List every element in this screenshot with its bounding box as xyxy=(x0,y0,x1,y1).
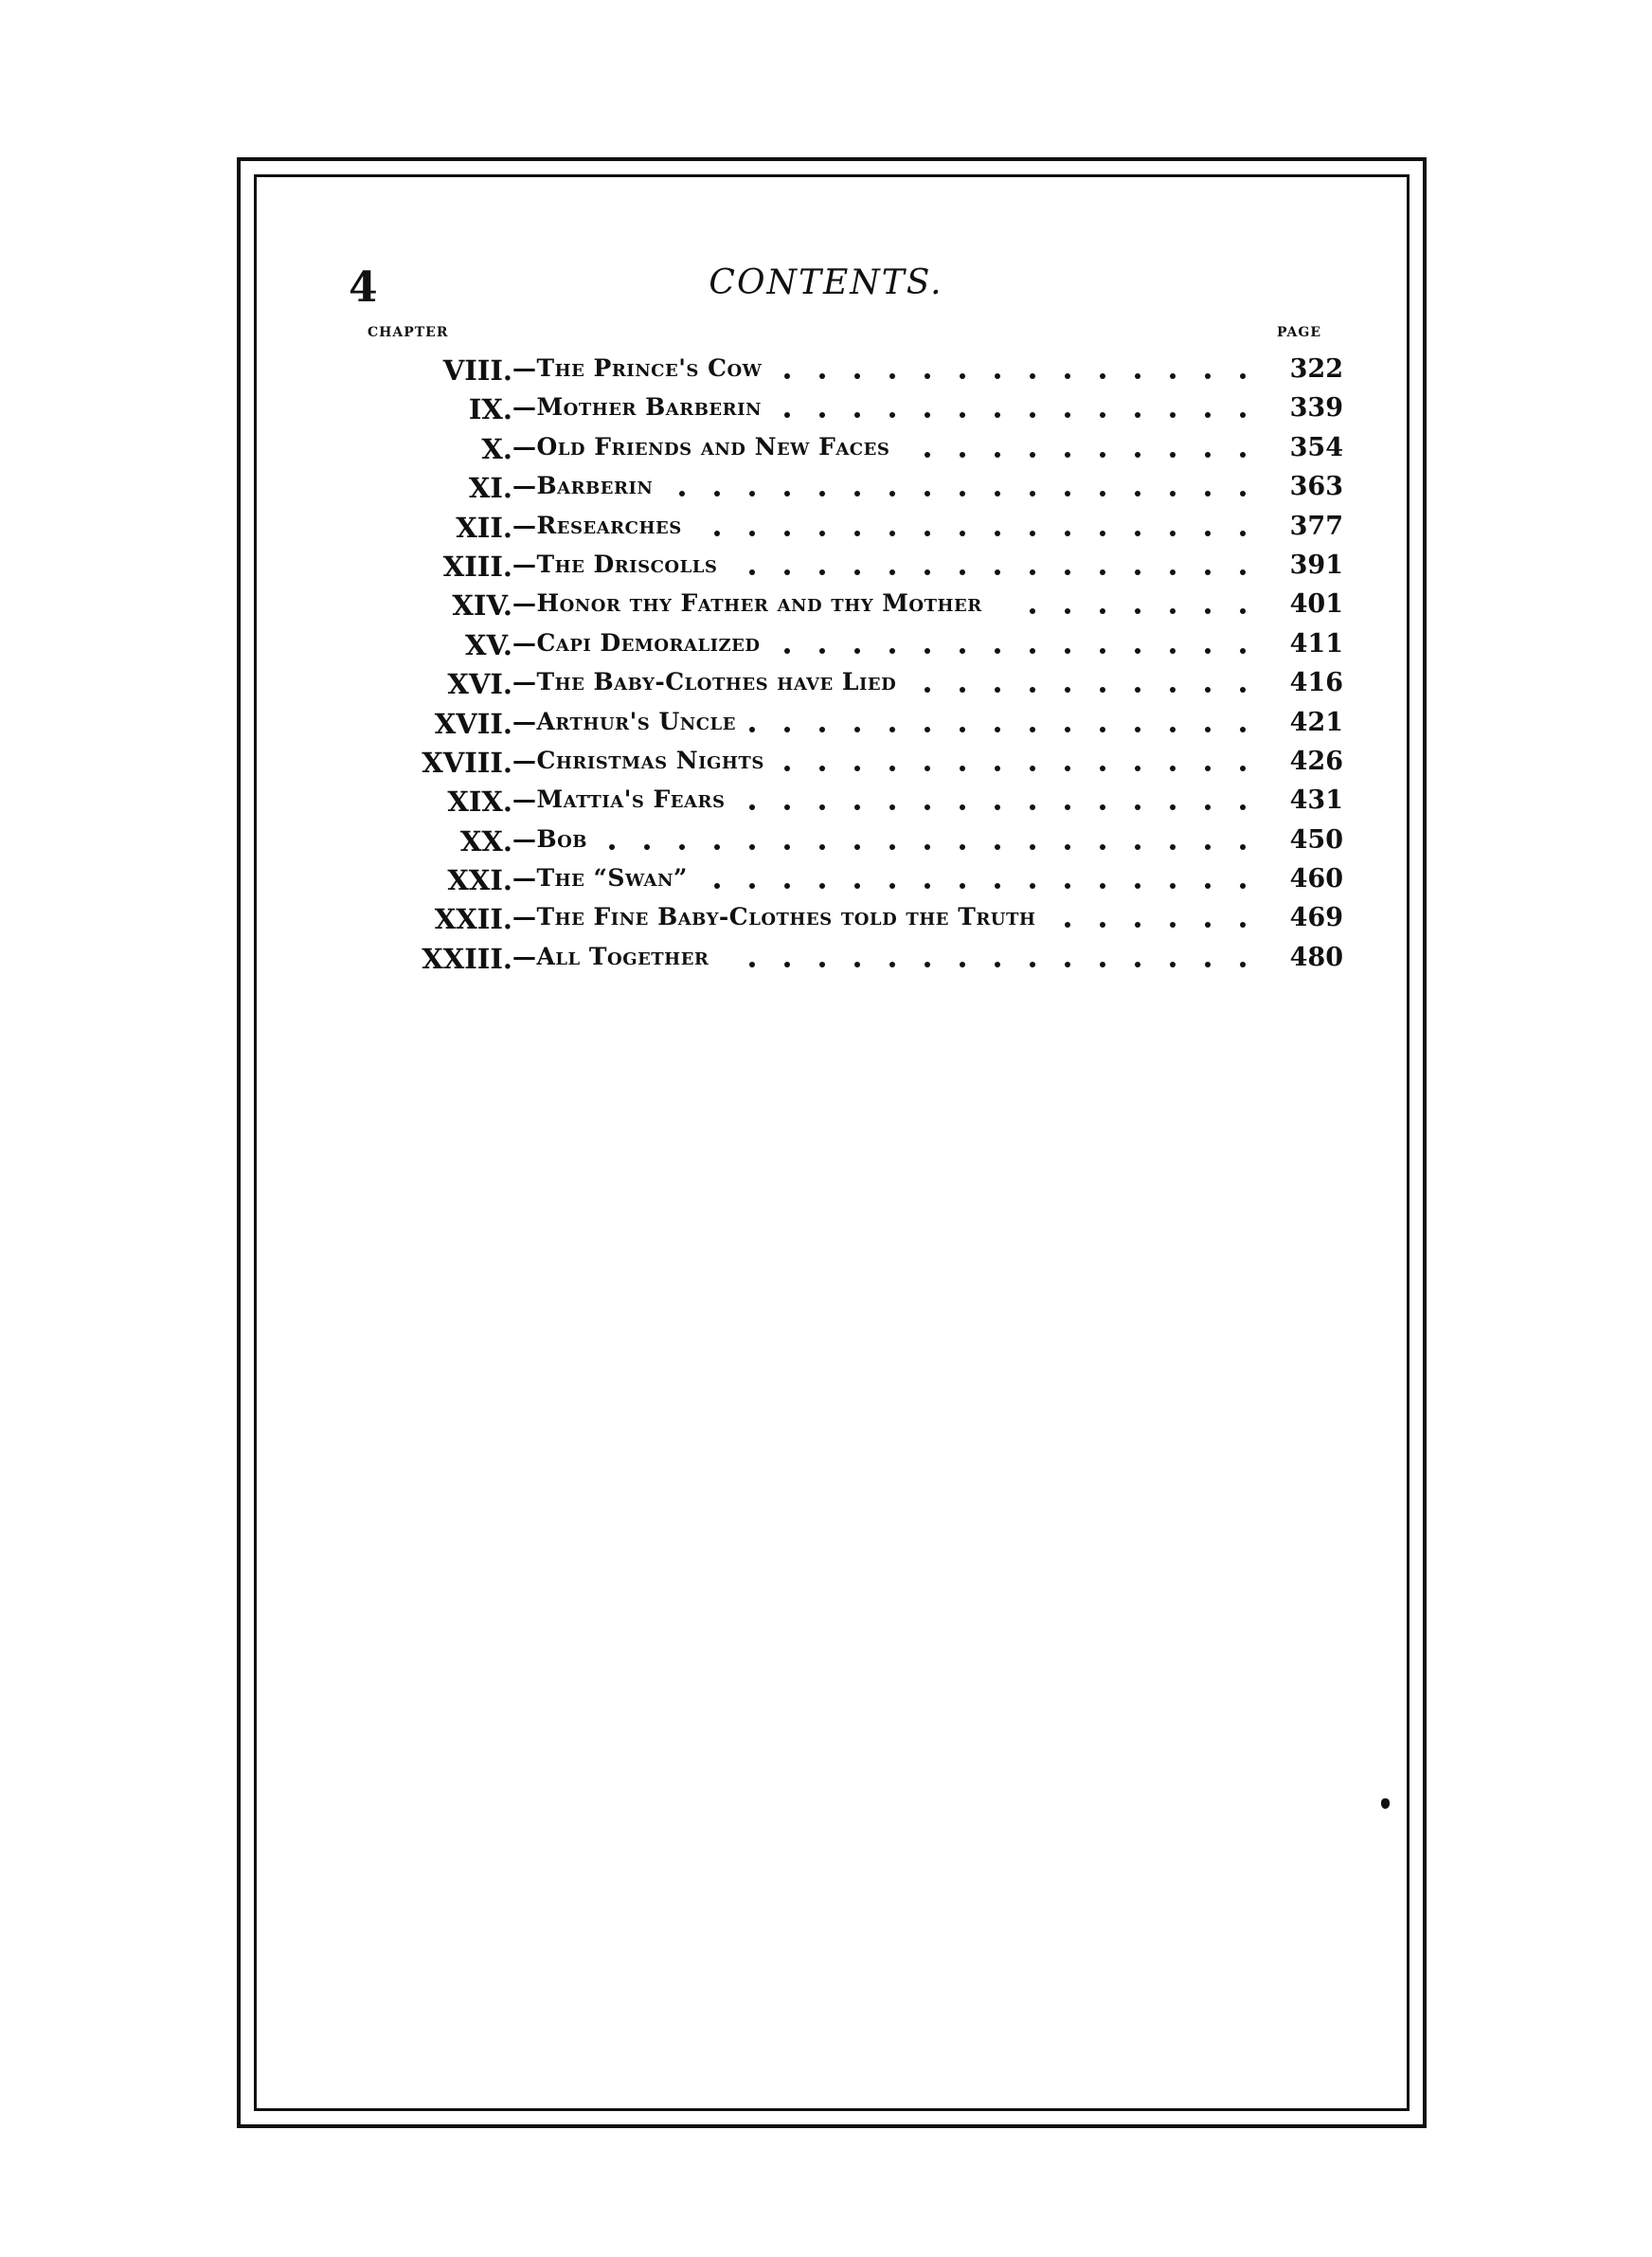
contents-entry xyxy=(341,745,1343,784)
leader-dot xyxy=(1030,569,1035,575)
leader-dot xyxy=(995,727,1000,732)
chapter-title: —The “Swan” xyxy=(512,864,688,893)
leader-dot xyxy=(854,844,860,850)
leader-dot xyxy=(960,569,965,575)
leader-dot xyxy=(1100,373,1105,379)
chapter-number: XV. xyxy=(464,628,512,661)
leader-dot xyxy=(749,962,755,967)
leader-dot xyxy=(1065,922,1070,928)
leader-dot xyxy=(1030,373,1035,379)
leader-dot xyxy=(1100,648,1105,654)
leader-dot xyxy=(1065,648,1070,654)
leader-dot xyxy=(784,412,790,418)
leader-dot xyxy=(995,766,1000,771)
chapter-number: XIX. xyxy=(447,785,512,819)
contents-entry xyxy=(341,784,1343,822)
leader-dot xyxy=(1205,373,1211,379)
leader-dot xyxy=(889,962,895,967)
leader-dot xyxy=(1240,727,1246,732)
leader-dot xyxy=(1030,648,1035,654)
leader-dot xyxy=(819,569,825,575)
leader-dot xyxy=(889,883,895,889)
chapter-title: —All Together xyxy=(512,942,709,970)
leader-dot xyxy=(1135,804,1140,810)
leader-dot xyxy=(1135,373,1140,379)
chapter-number: XII. xyxy=(456,511,512,544)
leader-dot xyxy=(1100,804,1105,810)
leader-dot xyxy=(784,373,790,379)
leader-dot xyxy=(1205,883,1211,889)
leader-dot xyxy=(995,962,1000,967)
leader-dot xyxy=(960,687,965,693)
leader-dot xyxy=(1170,569,1176,575)
leader-dot xyxy=(889,569,895,575)
leader-dot xyxy=(784,648,790,654)
leader-dot xyxy=(854,373,860,379)
leader-dot xyxy=(1205,452,1211,458)
leader-dot xyxy=(714,883,720,889)
chapter-title: —Researches xyxy=(512,511,682,539)
leader-dot xyxy=(784,727,790,732)
leader-dot xyxy=(854,962,860,967)
contents-entry xyxy=(341,391,1343,430)
leader-dot xyxy=(1135,962,1140,967)
leader-dot xyxy=(960,452,965,458)
leader-dot xyxy=(854,569,860,575)
leader-dot xyxy=(749,844,755,850)
leader-dot xyxy=(1100,412,1105,418)
chapter-column-heading: CHAPTER xyxy=(368,325,449,340)
leader-dot xyxy=(1135,531,1140,536)
leader-dot xyxy=(1240,962,1246,967)
leader-dot xyxy=(889,648,895,654)
leader-dot xyxy=(995,687,1000,693)
leader-dot xyxy=(1100,962,1105,967)
chapter-number: XI. xyxy=(468,472,512,505)
page-ref: 431 xyxy=(1289,785,1343,816)
leader-dot xyxy=(1240,648,1246,654)
leader-dot xyxy=(1170,452,1176,458)
leader-dot xyxy=(925,766,930,771)
leader-dot xyxy=(1030,491,1035,497)
chapter-number: XIV. xyxy=(452,589,512,623)
leader-dot xyxy=(1065,766,1070,771)
leader-dot xyxy=(1100,687,1105,693)
leader-dot xyxy=(889,531,895,536)
leader-dot xyxy=(1065,452,1070,458)
leader-dot xyxy=(925,412,930,418)
leader-dot xyxy=(1065,569,1070,575)
leader-dot xyxy=(960,648,965,654)
leader-dot xyxy=(854,648,860,654)
contents-entry xyxy=(341,627,1343,666)
print-speck xyxy=(1381,1798,1390,1809)
leader-dot xyxy=(1205,412,1211,418)
leader-dot xyxy=(995,569,1000,575)
leader-dot xyxy=(995,531,1000,536)
leader-dot xyxy=(1240,766,1246,771)
leader-dot xyxy=(784,491,790,497)
contents-entry xyxy=(341,510,1343,549)
chapter-title: —Mother Barberin xyxy=(512,393,762,422)
leader-dot xyxy=(1030,804,1035,810)
leader-dot xyxy=(1170,883,1176,889)
leader-dot xyxy=(1135,766,1140,771)
leader-dot xyxy=(1135,569,1140,575)
leader-dot xyxy=(1100,491,1105,497)
page-ref: 480 xyxy=(1289,942,1343,972)
leader-dot xyxy=(995,844,1000,850)
leader-dot xyxy=(1135,844,1140,850)
leader-dot xyxy=(784,883,790,889)
leader-dot xyxy=(960,531,965,536)
leader-dot xyxy=(1240,844,1246,850)
leader-dot xyxy=(1170,491,1176,497)
leader-dot xyxy=(1170,962,1176,967)
chapter-title: —The Baby-Clothes have Lied xyxy=(512,668,897,696)
leader-dot xyxy=(714,531,720,536)
leader-dot xyxy=(889,491,895,497)
leader-dot xyxy=(1205,569,1211,575)
leader-dot xyxy=(1100,608,1105,614)
leader-dot xyxy=(854,491,860,497)
leader-dot xyxy=(1030,608,1035,614)
leader-dot xyxy=(1170,766,1176,771)
leader-dot xyxy=(854,727,860,732)
leader-dot xyxy=(1065,962,1070,967)
leader-dot xyxy=(960,727,965,732)
leader-dot xyxy=(1065,491,1070,497)
leader-dot xyxy=(1240,804,1246,810)
leader-dot xyxy=(1135,452,1140,458)
leader-dot xyxy=(1205,804,1211,810)
leader-dot xyxy=(1065,804,1070,810)
leader-dot xyxy=(1205,608,1211,614)
leader-dot xyxy=(1240,412,1246,418)
leader-dot xyxy=(1100,766,1105,771)
leader-dot xyxy=(1170,608,1176,614)
leader-dot xyxy=(960,412,965,418)
leader-dot xyxy=(1205,962,1211,967)
page-ref: 377 xyxy=(1289,511,1343,541)
leader-dot xyxy=(1065,608,1070,614)
contents-entry xyxy=(341,706,1343,745)
contents-list xyxy=(341,352,1343,980)
leader-dot xyxy=(1030,687,1035,693)
leader-dot xyxy=(1065,883,1070,889)
chapter-number: XX. xyxy=(459,824,512,858)
chapter-number: XXIII. xyxy=(422,942,512,975)
leader-dot xyxy=(1030,883,1035,889)
leader-dot xyxy=(819,531,825,536)
leader-dot xyxy=(1100,922,1105,928)
leader-dot xyxy=(1100,452,1105,458)
chapter-number: XVI. xyxy=(447,668,512,701)
chapter-title: —The Prince's Cow xyxy=(512,354,763,382)
leader-dot xyxy=(1135,883,1140,889)
leader-dot xyxy=(1065,531,1070,536)
leader-dot xyxy=(1170,373,1176,379)
leader-dot xyxy=(819,412,825,418)
leader-dot xyxy=(819,844,825,850)
contents-entry xyxy=(341,901,1343,940)
leader-dot xyxy=(1205,687,1211,693)
leader-dot xyxy=(784,962,790,967)
leader-dot xyxy=(925,569,930,575)
leader-dot xyxy=(679,844,685,850)
leader-dot xyxy=(1100,883,1105,889)
chapter-title: —Honor thy Father and thy Mother xyxy=(512,589,982,618)
leader-dot xyxy=(1065,727,1070,732)
leader-dot xyxy=(819,491,825,497)
leader-dot xyxy=(784,569,790,575)
leader-dot xyxy=(749,491,755,497)
leader-dot xyxy=(1240,531,1246,536)
leader-dot xyxy=(784,766,790,771)
leader-dot xyxy=(1205,766,1211,771)
leader-dot xyxy=(925,962,930,967)
leader-dot xyxy=(714,844,720,850)
leader-dot xyxy=(925,727,930,732)
leader-dot xyxy=(1135,648,1140,654)
leader-dot xyxy=(1135,412,1140,418)
leader-dot xyxy=(1240,922,1246,928)
leader-dot xyxy=(925,844,930,850)
leader-dot xyxy=(995,373,1000,379)
page-ref: 460 xyxy=(1289,864,1343,894)
leader-dot xyxy=(1030,766,1035,771)
page-ref: 322 xyxy=(1289,354,1343,384)
page-ref: 339 xyxy=(1289,393,1343,424)
leader-dot xyxy=(1170,844,1176,850)
chapter-title: —Bob xyxy=(512,824,588,853)
leader-dot xyxy=(889,412,895,418)
leader-dot xyxy=(960,844,965,850)
leader-dot xyxy=(1135,922,1140,928)
contents-entry xyxy=(341,823,1343,862)
leader-dot xyxy=(1205,727,1211,732)
leader-dot xyxy=(1135,687,1140,693)
leader-dot xyxy=(854,766,860,771)
chapter-number: VIII. xyxy=(442,354,512,387)
leader-dot xyxy=(1100,727,1105,732)
chapter-title: —The Driscolls xyxy=(512,550,718,578)
leader-dot xyxy=(749,569,755,575)
leader-dot xyxy=(960,373,965,379)
leader-dot xyxy=(1030,727,1035,732)
leader-dot xyxy=(1030,962,1035,967)
chapter-number: IX. xyxy=(468,393,512,426)
leader-dot xyxy=(714,491,720,497)
leader-dot xyxy=(1065,687,1070,693)
leader-dot xyxy=(749,804,755,810)
leader-dot xyxy=(925,373,930,379)
leader-dot xyxy=(1135,608,1140,614)
leader-dot xyxy=(819,804,825,810)
leader-dot xyxy=(749,883,755,889)
leader-dot xyxy=(644,844,650,850)
leader-dot xyxy=(1065,412,1070,418)
page-ref: 391 xyxy=(1289,550,1343,580)
leader-dot xyxy=(925,648,930,654)
leader-dot xyxy=(1205,531,1211,536)
leader-dot xyxy=(1100,531,1105,536)
leader-dot xyxy=(1135,491,1140,497)
leader-dot xyxy=(1065,844,1070,850)
leader-dot xyxy=(1135,727,1140,732)
leader-dot xyxy=(960,491,965,497)
leader-dot xyxy=(1170,412,1176,418)
leader-dot xyxy=(995,648,1000,654)
leader-dot xyxy=(925,531,930,536)
contents-entry xyxy=(341,352,1343,391)
leader-dot xyxy=(925,883,930,889)
chapter-title: —Capi Demoralized xyxy=(512,628,761,657)
contents-entry xyxy=(341,431,1343,470)
chapter-title: —Old Friends and New Faces xyxy=(512,432,890,460)
leader-dot xyxy=(1170,648,1176,654)
chapter-title: —Arthur's Uncle xyxy=(512,707,736,735)
leader-dot xyxy=(925,452,930,458)
leader-dot xyxy=(819,373,825,379)
leader-dot xyxy=(819,766,825,771)
leader-dot xyxy=(854,531,860,536)
leader-dot xyxy=(854,804,860,810)
leader-dot xyxy=(889,804,895,810)
chapter-number: XVIII. xyxy=(422,746,512,779)
leader-dot xyxy=(1170,531,1176,536)
leader-dot xyxy=(784,844,790,850)
contents-entry xyxy=(341,587,1343,626)
leader-dot xyxy=(1170,727,1176,732)
leader-dot xyxy=(1205,844,1211,850)
contents-entry xyxy=(341,941,1343,980)
leader-dot xyxy=(679,491,685,497)
page-ref: 450 xyxy=(1289,824,1343,855)
leader-dot xyxy=(925,804,930,810)
leader-dot xyxy=(1065,373,1070,379)
leader-dot xyxy=(1170,804,1176,810)
leader-dot xyxy=(819,727,825,732)
leader-dot xyxy=(1030,844,1035,850)
leader-dot xyxy=(995,804,1000,810)
leader-dot xyxy=(995,452,1000,458)
leader-dot xyxy=(1240,608,1246,614)
leader-dot xyxy=(854,412,860,418)
chapter-title: —The Fine Baby-Clothes told the Truth xyxy=(512,903,1036,931)
leader-dot xyxy=(995,491,1000,497)
leader-dot xyxy=(1205,491,1211,497)
leader-dot xyxy=(995,883,1000,889)
leader-dot xyxy=(784,804,790,810)
leader-dot xyxy=(889,844,895,850)
leader-dot xyxy=(749,727,755,732)
leader-dot xyxy=(1030,412,1035,418)
leader-dot xyxy=(1170,922,1176,928)
page-ref: 354 xyxy=(1289,432,1343,462)
leader-dot xyxy=(1240,569,1246,575)
page-ref: 416 xyxy=(1289,668,1343,698)
leader-dot xyxy=(854,883,860,889)
running-title: CONTENTS. xyxy=(709,263,943,302)
page-ref: 401 xyxy=(1289,589,1343,620)
leader-dot xyxy=(819,648,825,654)
leader-dot xyxy=(819,962,825,967)
leader-dot xyxy=(960,962,965,967)
chapter-number: X. xyxy=(481,432,512,465)
page-ref: 363 xyxy=(1289,472,1343,502)
chapter-number: XXII. xyxy=(434,903,512,936)
page-number: 4 xyxy=(349,263,378,312)
leader-dot xyxy=(1240,883,1246,889)
page-column-heading: PAGE xyxy=(1277,325,1321,340)
contents-entry xyxy=(341,862,1343,901)
leader-dot xyxy=(925,491,930,497)
leader-dot xyxy=(1100,569,1105,575)
leader-dot xyxy=(1205,648,1211,654)
chapter-number: XXI. xyxy=(447,864,512,897)
leader-dot xyxy=(1030,452,1035,458)
chapter-title: —Mattia's Fears xyxy=(512,785,726,814)
leader-dot xyxy=(609,844,615,850)
page-ref: 421 xyxy=(1289,707,1343,737)
leader-dot xyxy=(1240,452,1246,458)
page-ref: 469 xyxy=(1289,903,1343,933)
leader-dot xyxy=(960,883,965,889)
contents-entry xyxy=(341,470,1343,509)
chapter-number: XVII. xyxy=(434,707,512,740)
leader-dot xyxy=(889,766,895,771)
leader-dot xyxy=(960,804,965,810)
leader-dot xyxy=(1170,687,1176,693)
leader-dot xyxy=(1240,373,1246,379)
page-ref: 411 xyxy=(1289,628,1343,659)
chapter-title: —Barberin xyxy=(512,472,654,500)
leader-dot xyxy=(995,412,1000,418)
leader-dot xyxy=(1030,531,1035,536)
contents-entry xyxy=(341,549,1343,587)
chapter-number: XIII. xyxy=(442,550,512,583)
leader-dot xyxy=(749,531,755,536)
leader-dot xyxy=(1240,687,1246,693)
chapter-title: —Christmas Nights xyxy=(512,746,764,774)
leader-dot xyxy=(1205,922,1211,928)
contents-entry xyxy=(341,666,1343,705)
leader-dot xyxy=(819,883,825,889)
leader-dot xyxy=(1240,491,1246,497)
page-ref: 426 xyxy=(1289,746,1343,776)
leader-dot xyxy=(925,687,930,693)
leader-dot xyxy=(960,766,965,771)
leader-dot xyxy=(889,373,895,379)
leader-dot xyxy=(1100,844,1105,850)
leader-dot xyxy=(889,727,895,732)
leader-dot xyxy=(784,531,790,536)
